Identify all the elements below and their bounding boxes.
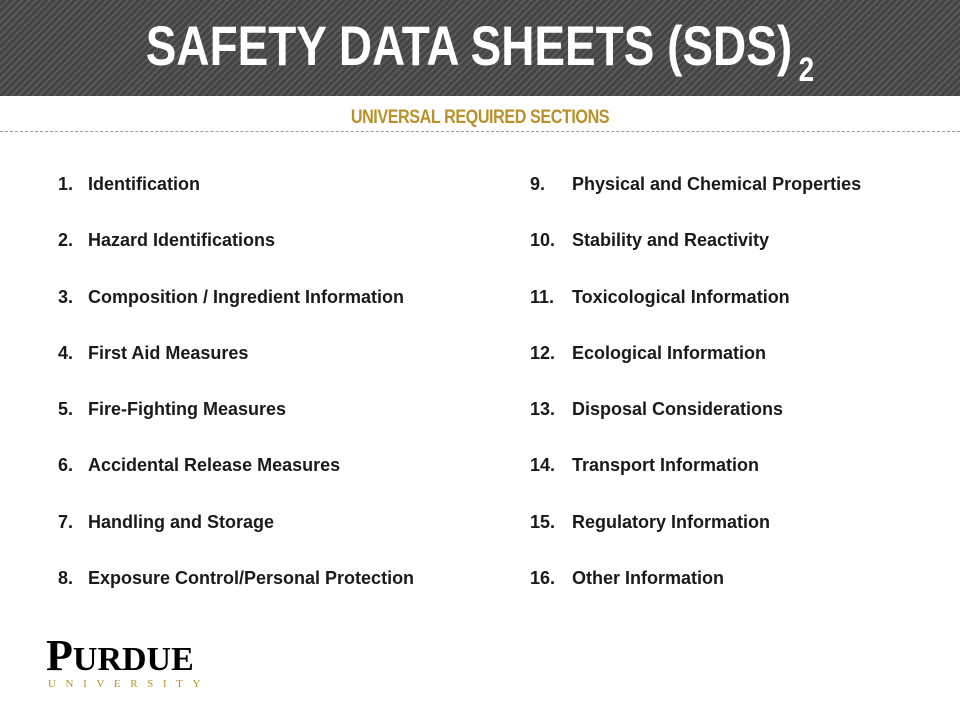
- section-item: [530, 393, 950, 449]
- section-item: [58, 506, 488, 562]
- purdue-wordmark-rest: URDUE: [72, 641, 194, 678]
- section-number: 10.: [530, 230, 556, 251]
- purdue-wordmark-initial: P: [46, 631, 73, 680]
- section-number: 9.: [530, 174, 546, 194]
- sections-list-right: [530, 168, 950, 618]
- section-number: 2.: [58, 230, 74, 251]
- section-number: 14.: [530, 455, 556, 476]
- section-item: [530, 224, 950, 280]
- slide-title-subscript: 2: [798, 51, 815, 89]
- section-label: First Aid Measures: [88, 342, 249, 363]
- section-label: Disposal Considerations: [572, 399, 784, 420]
- section-item: [530, 506, 950, 562]
- section-label: Composition / Ingredient Information: [88, 286, 404, 307]
- section-item: [58, 224, 488, 280]
- section-number: 5.: [58, 399, 74, 420]
- section-number: 15.: [530, 511, 556, 532]
- section-item: [58, 449, 488, 505]
- slide-subtitle: UNIVERSAL REQUIRED SECTIONS: [350, 107, 610, 128]
- section-label: Physical and Chemical Properties: [572, 174, 862, 194]
- section-number: 12.: [530, 342, 556, 363]
- section-label: Handling and Storage: [88, 511, 275, 532]
- section-number: 3.: [58, 286, 74, 307]
- section-item: [530, 337, 950, 393]
- section-label: Fire-Fighting Measures: [88, 399, 287, 420]
- section-label: Stability and Reactivity: [572, 230, 770, 251]
- section-item: [58, 168, 488, 224]
- section-item: [58, 562, 488, 618]
- section-number: 4.: [58, 342, 74, 363]
- section-number: 16.: [530, 568, 556, 589]
- section-label: Regulatory Information: [572, 511, 771, 532]
- purdue-wordmark: [46, 631, 194, 682]
- slide-title-text: SAFETY DATA SHEETS (SDS): [145, 14, 793, 77]
- sections-list-left: [58, 168, 488, 618]
- section-label: Other Information: [572, 568, 724, 589]
- section-number: 8.: [58, 568, 74, 589]
- section-label: Transport Information: [572, 455, 760, 476]
- section-item: [530, 562, 950, 618]
- section-number: 13.: [530, 399, 556, 420]
- title-banner: [0, 0, 960, 96]
- section-number: 1.: [58, 174, 74, 194]
- section-number: 6.: [58, 455, 74, 476]
- section-item: [530, 168, 950, 224]
- section-number: 7.: [58, 511, 74, 532]
- section-label: Accidental Release Measures: [88, 455, 341, 476]
- section-item: [58, 281, 488, 337]
- section-number: 11.: [530, 286, 555, 307]
- section-label: Exposure Control/Personal Protection: [88, 568, 415, 589]
- section-label: Toxicological Information: [572, 286, 790, 307]
- section-label: Hazard Identifications: [88, 230, 276, 251]
- section-item: [530, 449, 950, 505]
- purdue-logo: [46, 631, 216, 694]
- section-label: Ecological Information: [572, 342, 767, 363]
- section-item: [530, 281, 950, 337]
- section-item: [58, 337, 488, 393]
- purdue-university-text: UNIVERSITY: [48, 678, 210, 690]
- slide-title: [86, 10, 873, 90]
- dashed-divider: [0, 131, 960, 132]
- section-item: [58, 393, 488, 449]
- section-label: Identification: [88, 174, 200, 194]
